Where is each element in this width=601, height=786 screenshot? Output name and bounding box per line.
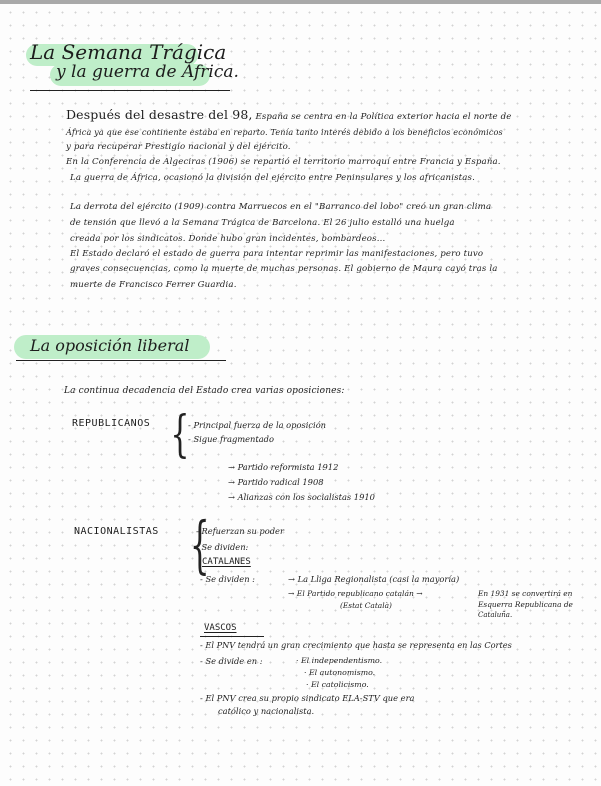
vascos-sub-b: · El autonomismo.	[304, 668, 376, 677]
title-line-1: La Semana Trágica	[30, 40, 227, 64]
p1-first-words: Después del desastre del 98,	[66, 107, 253, 122]
nacionalistas-brace: {	[189, 508, 210, 581]
republicanos-bullet-2: - Sigue fragmentado	[188, 434, 274, 444]
catalanes-esquerra-1: En 1931 se convertirá en	[478, 589, 573, 598]
vascos-sub-a: · El independentismo.	[296, 656, 383, 665]
republicanos-brace: {	[170, 405, 190, 463]
republicanos-sub-2: → Partido radical 1908	[228, 477, 324, 487]
p1-line-3: y para recuperar Prestigio nacional y del ejército.	[66, 142, 291, 152]
p1-line-1	[66, 107, 512, 122]
vascos-sub-c: · El catolicismo.	[306, 680, 369, 689]
vascos-underline	[200, 636, 264, 637]
catalanes-heading: CATALANES	[202, 557, 251, 567]
section2-intro: La continua decadencia del Estado crea varias oposiciones:	[64, 386, 345, 396]
title-underline	[30, 90, 230, 91]
republicanos-sub-3: → Alianzas con los socialistas 1910	[228, 492, 375, 502]
nacionalistas-bullet-1: - Refuerzan su poder	[196, 526, 284, 536]
vascos-heading: VASCOS	[204, 623, 237, 633]
republicanos-bullet-1: - Principal fuerza de la oposición	[188, 420, 327, 430]
p2-line-2: La guerra de África, ocasionó la división del ejército entre Peninsulares y los africanistas.	[70, 173, 475, 183]
title-line-2: y la guerra de África.	[56, 62, 239, 82]
p2-line-1: En la Conferencia de Algeciras (1906) se repartió el territorio marroquí entre Francia y España.	[66, 157, 501, 167]
p3-line-5: graves consecuencias, como la muerte de muchas personas. El gobierno de Maura cayó tras la	[70, 264, 498, 274]
section2-heading: La oposición liberal	[30, 336, 190, 355]
p1-line-2: África ya que ese continente estaba en reparto. Tenía tanto interés debido a los beneficios económicos	[66, 127, 503, 137]
catalanes-intro: - Se dividen :	[200, 574, 255, 584]
vascos-bullet-3-line-1: - El PNV crea su propio sindicato ELA-STV que era	[200, 693, 415, 703]
vascos-bullet-2: - Se divide en :	[200, 656, 263, 666]
republicanos-sub-1: → Partido reformista 1912	[228, 462, 339, 472]
p3-line-6: muerte de Francisco Ferrer Guardia.	[70, 280, 237, 290]
p3-line-3: creada por los sindicatos. Donde hubo gran incidentes, bombardeos...	[70, 234, 386, 244]
republicanos-label: REPUBLICANOS	[72, 418, 151, 429]
catalanes-republicano: → El Partido republicano catalán →	[288, 589, 423, 598]
catalanes-esquerra-2: Esquerra Republicana de	[478, 600, 573, 609]
catalanes-esquerra-3: Cataluña.	[478, 611, 513, 619]
heading-underline	[16, 360, 226, 361]
nacionalistas-label: NACIONALISTAS	[74, 526, 159, 537]
p3-line-1: La derrota del ejército (1909) contra Marruecos en el "Barranco del lobo" creó un gran clima	[70, 202, 492, 212]
nacionalistas-bullet-2: - Se dividen:	[196, 542, 249, 552]
window-top-bar	[0, 0, 601, 4]
p3-line-2: de tensión que llevó a la Semana Trágica de Barcelona. El 26 julio estalló una huelga	[70, 218, 455, 228]
vascos-bullet-1: - El PNV tendrá un gran crecimiento que hasta se representa en las Cortes	[200, 640, 512, 650]
catalanes-lliga: → La Lliga Regionalista (casi la mayoría)	[288, 574, 460, 584]
p1-line-1-rest: España se centra en la Política exterior hacia el norte de	[255, 112, 512, 122]
p3-line-4: El Estado declaró el estado de guerra para intentar reprimir las manifestaciones, pero tuvo	[70, 249, 484, 259]
catalanes-estat-catala: (Estat Català)	[340, 601, 392, 610]
vascos-bullet-3-line-2: católico y nacionalista.	[218, 706, 315, 716]
